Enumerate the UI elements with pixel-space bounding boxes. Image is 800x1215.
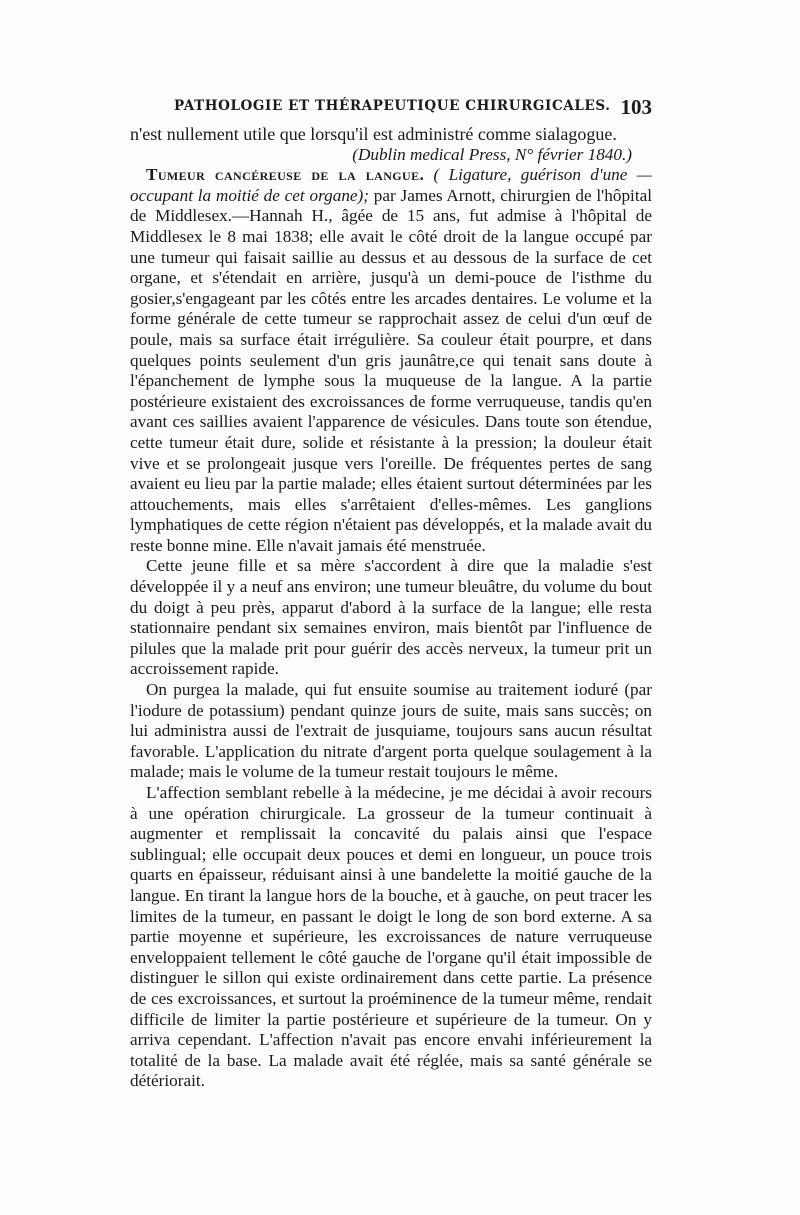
article-subtitle: ( Ligature, guérison d'une —occupant la moitié de cet organe); xyxy=(130,165,653,205)
article-title: Tumeur cancéreuse de la langue. xyxy=(146,165,425,185)
article-paragraph-1 xyxy=(130,165,652,556)
article-intro: par James Arnott, chirurgien de l'hôpital de Middlesex.—Hannah H., âgée de 15 ans, fut admise à l'hôpital de Middlesex le 8 mai 1838; elle avait le côté droit de la langue occupé par une tumeur qui faisait saillie au dessus et au dessous de la surface de cet organe, et s'étendait en arrière, jusqu'à un demi-pouce de l'isthme du gosier,s'engageant par les côtés entre les arcades dentaires. Le volume et la forme générale de cette tumeur se rapprochait assez de celui d'un œuf de poule, mais sa surface était irrégulière. Sa couleur était pourpre, et dans quelques points seulement d'un gris jaunâtre,ce qui tenait sans doute à l'épanchement de lymphe sous la muqueuse de la langue. A la partie postérieure existaient des excroissances de forme verruqueuse, tandis qu'en avant ces saillies avaient l'apparence de vésicules. Dans toute son étendue, cette tumeur était dure, solide et résistante à la pression; la douleur était vive et se prolongeait jusque vers l'oreille. De fréquentes pertes de sang avaient eu lieu par la partie malade; elles étaient surtout déterminées par les attouchements, mais elles s'arrêtaient d'elles-mêmes. Les ganglions lymphatiques de cette région n'étaient pas développés, et la malade avait du reste bonne mine. Elle n'avait jamais été menstruée. xyxy=(130,185,653,555)
source-citation: (Dublin medical Press, N° février 1840.) xyxy=(352,144,632,164)
running-title: PATHOLOGIE ET THÉRAPEUTIQUE CHIRURGICALES. xyxy=(174,98,611,114)
article-paragraph-2: Cette jeune fille et sa mère s'accordent à dire que la maladie s'est développée il y a neuf ans environ; une tumeur bleuâtre, du volume du bout du doigt à peu près, apparut d'abord à la surface de la langue; elle resta stationnaire pendant six semaines environ, mais bientôt par l'influence de pilules que la malade prit pour guérir des accès nerveux, la tumeur prit un accroissement rapide. xyxy=(130,556,652,679)
article-paragraph-3: On purgea la malade, qui fut ensuite soumise au traitement ioduré (par l'iodure de potassium) pendant quinze jours de suite, mais sans succès; on lui administra aussi de l'extrait de jusquiame, toujours sans aucun résultat favorable. L'application du nitrate d'argent porta quelque soulagement à la malade; mais le volume de la tumeur restait toujours le même. xyxy=(130,680,652,782)
opening-line: n'est nullement utile que lorsqu'il est administré comme sialagogue. xyxy=(130,124,617,144)
article-paragraph-4: L'affection semblant rebelle à la médecine, je me décidai à avoir recours à une opération chirurgicale. La grosseur de la tumeur continuait à augmenter et remplissait la concavité du palais ainsi que l'espace sublingual; elle occupait deux pouces et demi en longueur, un pouce trois quarts en épaisseur, réduisant ainsi à une bandelette la moitié gauche de la langue. En tirant la langue hors de la bouche, et à gauche, on peut tracer les limites de la tumeur, en passant le doigt le long de son bord externe. A sa partie moyenne et supérieure, les excroissances de nature verruqueuse enveloppaient tellement le côté gauche de l'organe qu'il était impossible de distinguer le sillon qui existe ordinairement dans cette partie. La présence de ces excroissances, et surtout la proéminence de la tumeur même, rendait difficile de limiter la partie postérieure et supérieure de la tumeur. On y arriva cependant. L'affection n'avait pas encore envahi inférieurement la totalité de la base. La malade avait été réglée, mais sa santé générale se détériorait. xyxy=(130,783,652,1091)
page-header xyxy=(126,96,652,122)
page-number: 103 xyxy=(620,95,652,119)
body-text xyxy=(130,124,652,1092)
